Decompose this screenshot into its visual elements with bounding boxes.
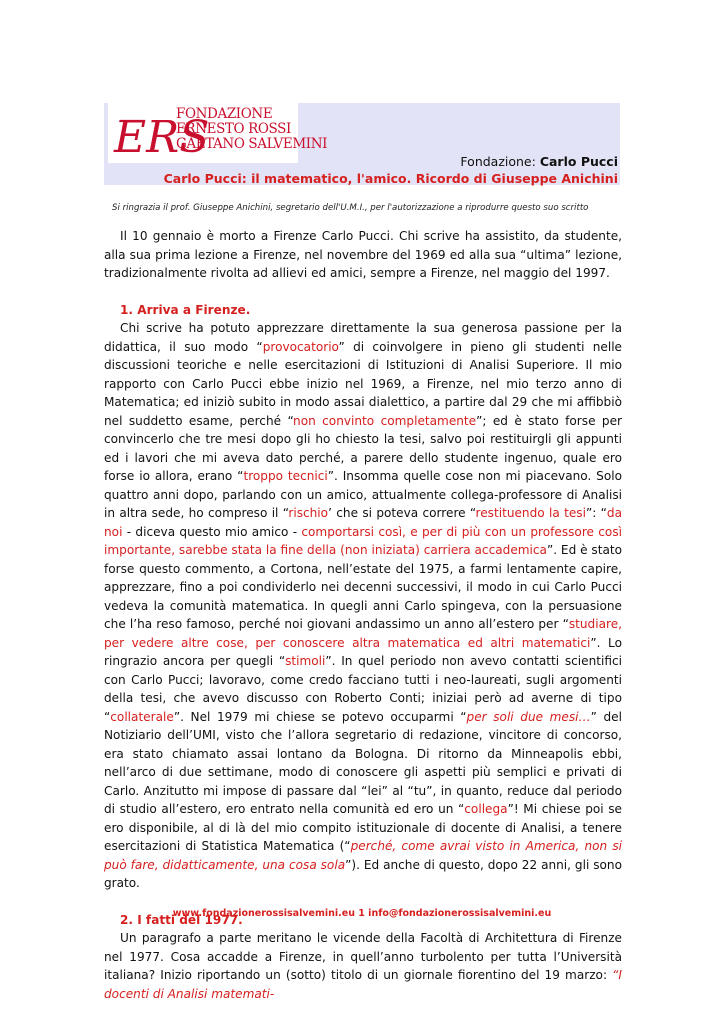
acknowledgement: Si ringrazia il prof. Giuseppe Anichini, segretario dell'U.M.I., per l'autorizzazione a riprodurre questo suo scritto xyxy=(112,203,589,213)
section-1-paragraph: Chi scrive ha potuto apprezzare direttamente la sua generosa passione per la didattica, il suo modo “provocatorio” di coinvolgere in pieno gli studenti nelle discussioni teoriche e nelle esercitazioni di Istituzioni di Analisi Superiore. Il mio rapporto con Carlo Pucci ebbe inizio nel 1969, a Firenze, nel mio terzo anno di Matematica; ed iniziò subito in modo assai dialettico, a partire dal 29 che mi affibbiò nel suddetto esame, perché “non convinto completamente”; ed è stato forse per convincerlo che tre mesi dopo gli ho chiesto la tesi, salvo poi restituirgli gli appunti ed i lavori che mi aveva dato perché, a parere dello studente ingenuo, quale ero forse io allora, erano “troppo tecnici”. Insomma quelle cose non mi piacevano. Solo quattro anni dopo, parlando con un amico, attualmente collega-professore di Analisi in altra sede, ho compreso il “rischio’ che si poteva correre “restituendo la tesi”: “da noi - diceva questo mio amico - comportarsi così, e per di più con un professore così importante, sarebbe stata la fine della (non iniziata) carriera accademica”. Ed è stato forse questo commento, a Cortona, nell’estate del 1975, a farmi lentamente capire, apprezzare, fino a poi condividerlo nei decenni successivi, il modo in cui Carlo Pucci vedeva la comunità matematica. In quegli anni Carlo spingeva, con la persuasione che l’ha reso famoso, perché noi giovani andassimo un anno all’estero per “studiare, per vedere altre cose, per conoscere altra matematica ed altri matematici”. Lo ringrazio ancora per quegli “stimoli”. In quel periodo non avevo contatti scientifici con Carlo Pucci; lavoravo, come credo facciano tutti i neo-laureati, sugli argomenti della tesi, che avevo discusso con Roberto Conti; iniziai però ad averne di tipo “collaterale”. Nel 1979 mi chiese se potevo occuparmi “per soli due mesi…” del Notiziario dell’UMI, visto che l’allora segretario di redazione, vincitore di concorso, era stato chiamato assai lontano da Bologna. Di ritorno da Minneapolis ebbi, nell’arco di due settimane, modo di conoscere gli aspetti più semplici e privati di Carlo. Anzitutto mi impose di passare dal “lei” al “tu”, in quanto, reduce dal periodo di studio all’estero, ero entrato nella comunità ed ero un “collega”! Mi chiese poi se ero disponibile, al di là del mio compito istituzionale di docente di Analisi, a tenere esercitazioni di Statistica Matematica (“perché, come avrai visto in America, non si può fare, didatticamente, una cosa sola”). Ed anche di questo, dopo 22 anni, gli sono grato. xyxy=(104,321,622,890)
logo-line-3: GAETANO SALVEMINI xyxy=(176,136,328,152)
intro-paragraph: Il 10 gennaio è morto a Firenze Carlo Pucci. Chi scrive ha assistito, da studente, alla sua prima lezione a Firenze, nel novembre del 1969 ed alla sua “ultima” lezione, tradizionalmente rivolta ad allievi ed amici, sempre a Firenze, nel maggio del 1997. xyxy=(104,229,622,280)
article-body xyxy=(104,227,622,1003)
foundation-logo xyxy=(108,103,328,163)
section-2-heading: 2. I fatti del 1977. xyxy=(120,912,243,927)
foundation-logo-mark xyxy=(112,106,210,163)
section-1-heading: 1. Arriva a Firenze. xyxy=(120,302,251,317)
logo-line-2: ERNESTO ROSSI xyxy=(176,121,291,137)
fondazione-line xyxy=(460,154,618,169)
fondazione-label: Fondazione: xyxy=(460,154,536,169)
header-band xyxy=(104,103,620,185)
document-title: Carlo Pucci: il matematico, l'amico. Ricordo di Giuseppe Anichini xyxy=(163,171,618,186)
section-2-paragraph: Un paragrafo a parte meritano le vicende della Facoltà di Architettura di Firenze nel 1977. Cosa accadde a Firenze, in quell’anno turbolento per tutta l’Università italiana? Inizio riportando un (sotto) titolo di un giornale fiorentino del 19 marzo: “I docenti di Analisi matemati- xyxy=(104,931,622,1001)
svg-text:ERS: ERS xyxy=(114,112,210,163)
fondazione-name: Carlo Pucci xyxy=(539,154,618,169)
logo-text xyxy=(176,106,328,152)
footer-contacts: www.fondazionerossisalvemini.eu 1 info@fondazionerossisalvemini.eu xyxy=(172,908,552,919)
logo-line-1: FONDAZIONE xyxy=(176,106,273,122)
